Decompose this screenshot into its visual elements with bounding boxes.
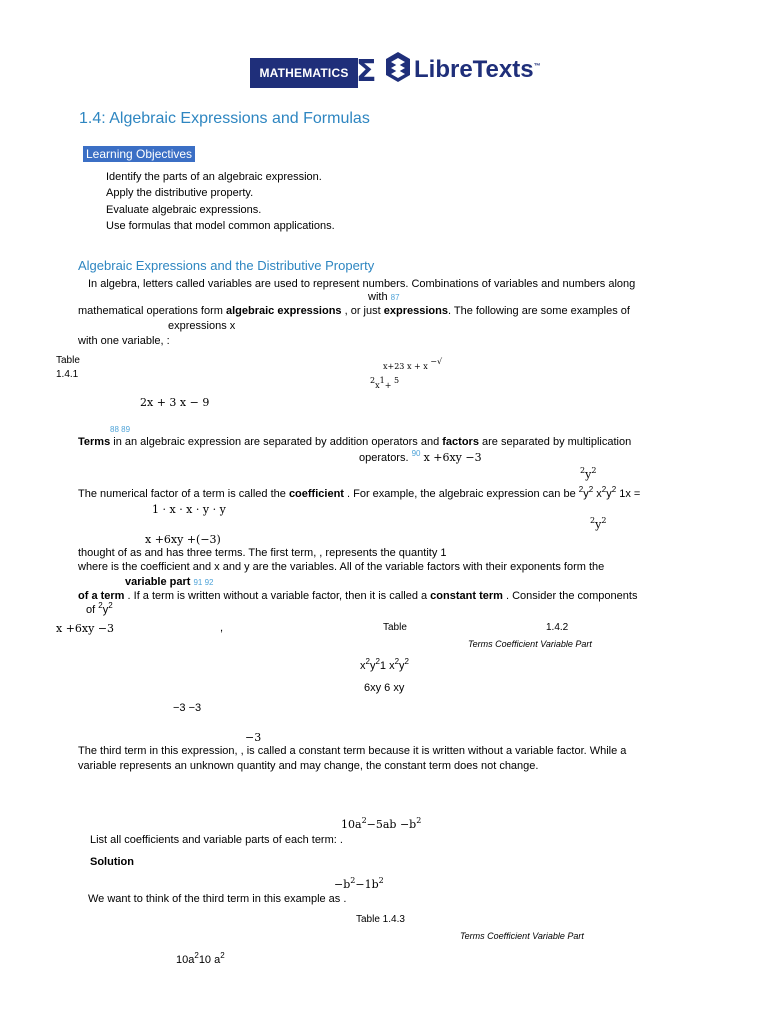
learning-objectives-badge: Learning Objectives <box>83 146 195 162</box>
libretexts-books-icon <box>384 50 412 84</box>
table-number: 1.4.2 <box>546 622 569 633</box>
table-label: Table <box>56 355 80 366</box>
footnote-ref[interactable]: 87 <box>390 293 400 302</box>
paragraph-line: with one variable, : <box>78 335 170 347</box>
paragraph-line: The numerical factor of a term is called the coefficient . For example, the algebraic expression can be $^2y^2$ $x^2y^2$ 1x = <box>78 485 641 500</box>
separator-comma: , <box>220 622 224 634</box>
solution-heading: Solution <box>90 856 134 868</box>
math-expression: $^2y^2$ <box>580 466 597 481</box>
paragraph-line: of a term . If a term is written without a variable factor, then it is called a constant term . Consider the components <box>78 590 638 602</box>
paragraph-line: In algebra, letters called variables are used to represent numbers. Combinations of variables and numbers along <box>88 278 636 290</box>
math-expression: 1 · x · x · y · y <box>152 503 226 516</box>
paragraph-line: variable represents an unknown quantity and may change, the constant term does not change. <box>78 760 539 772</box>
table-label: Table <box>383 622 407 633</box>
paragraph-line: We want to think of the third term in this example as . <box>88 893 347 905</box>
table-header: Terms Coefficient Variable Part <box>468 639 592 649</box>
footnote-ref[interactable]: 88 89 <box>110 425 131 434</box>
paragraph-line: of $^2y^2$ <box>86 601 113 616</box>
paragraph-line: mathematical operations form algebraic expressions , or just expressions. The following are some examples of <box>78 305 630 317</box>
table-label: Table 1.4.3 <box>356 914 405 925</box>
math-expression: 2x + 3 x − 9 <box>140 396 210 409</box>
paragraph-line: Terms in an algebraic expression are separated by addition operators and factors are separated by multiplication <box>78 436 632 448</box>
math-expression: x +6xy −3 <box>56 622 115 635</box>
paragraph-line: variable part 91 92 <box>125 576 214 588</box>
paragraph-line: with 87 <box>368 291 400 303</box>
objective-item: Apply the distributive property. <box>106 187 254 199</box>
math-expression: $^2y^2$ <box>590 516 607 531</box>
page-title: 1.4: Algebraic Expressions and Formulas <box>79 110 370 127</box>
mathematics-logo: MATHEMATICS <box>250 58 358 88</box>
paragraph-line: expressions x <box>168 320 236 332</box>
paragraph-line: operators. $^{90}$ x +6xy −3 <box>359 449 482 464</box>
paragraph-line: where is the coefficient and x and y are the variables. All of the variable factors with their exponents form the <box>78 561 605 573</box>
table-row: 6xy 6 xy <box>364 682 405 694</box>
paragraph-line: thought of as and has three terms. The first term, , represents the quantity 1 <box>78 547 447 559</box>
table-row: −3 −3 <box>173 702 202 714</box>
libretexts-brand[interactable]: LibreTexts™ <box>414 56 541 83</box>
table-number: 1.4.1 <box>56 369 79 380</box>
math-expression: $10a^2-5ab -b^2$ <box>341 816 422 831</box>
sigma-icon: Σ <box>356 54 377 89</box>
table-header: Terms Coefficient Variable Part <box>460 931 584 941</box>
table-row: $10a^210$ $a^2$ <box>176 951 225 966</box>
math-expression: x +6xy +(−3) <box>145 533 221 546</box>
paragraph-line: The third term in this expression, , is called a constant term because it is written without a variable factor. While a <box>78 745 627 757</box>
example-prompt: List all coefficients and variable parts of each term: . <box>90 834 343 846</box>
math-expression: $-b^2-1b^2$ <box>334 876 384 891</box>
section-heading: Algebraic Expressions and the Distributive Property <box>78 258 375 273</box>
objective-item: Use formulas that model common applications. <box>106 220 335 232</box>
objective-item: Identify the parts of an algebraic expression. <box>106 171 322 183</box>
table-row: −3 <box>245 731 262 744</box>
objective-item: Evaluate algebraic expressions. <box>106 204 262 216</box>
math-expression: x+23 x + x −√ <box>383 357 443 371</box>
table-row: $x^2y^21$ $x^2y^2$ <box>360 657 409 672</box>
math-expression: 2x1+ 5 <box>370 376 400 390</box>
